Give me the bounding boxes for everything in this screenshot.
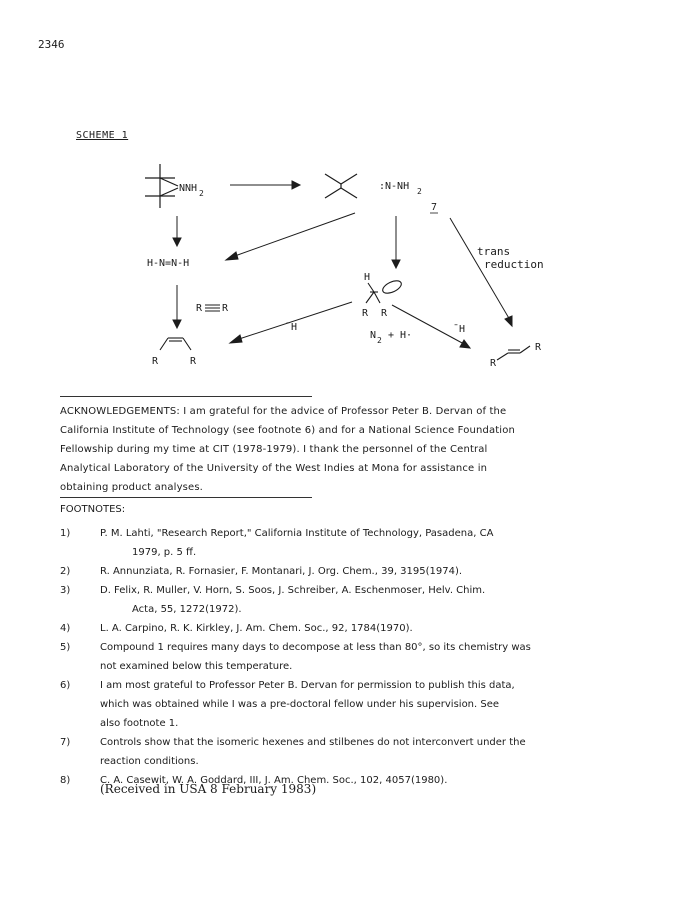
- footnotes-title: FOOTNOTES:: [60, 504, 126, 515]
- rule-1: [60, 396, 312, 397]
- alkene-fragment: [325, 174, 357, 198]
- cis-r-left: R: [152, 356, 159, 367]
- ack-line: obtaining product analyses.: [60, 482, 204, 493]
- footnote-text: which was obtained while I was a pre-doctoral fellow under his supervision. See: [100, 699, 500, 710]
- trans-alkene: [497, 346, 530, 360]
- vinyl-h-label: H: [364, 272, 371, 283]
- footnote-5: [60, 638, 630, 676]
- footnote-number: 3): [60, 585, 71, 596]
- aminonitrene-label: :N-NH: [379, 181, 410, 192]
- vinyl-r-left: R: [362, 308, 369, 319]
- alkyne-r-left: R: [196, 303, 203, 314]
- n2-subscript: 2: [377, 336, 382, 345]
- ack-line: ACKNOWLEDGEMENTS: I am grateful for the advice of Professor Peter B. Dervan of the: [60, 406, 507, 417]
- aminonitrene-subscript: 2: [417, 187, 422, 196]
- trans-label: trans: [477, 245, 511, 258]
- footnote-text: Compound 1 requires many days to decompose at less than 80°, so its chemistry was: [100, 642, 531, 653]
- footnote-7: [60, 733, 630, 771]
- footnote-4: [60, 619, 630, 638]
- footnote-text: 1979, p. 5 ff.: [132, 547, 197, 558]
- footnote-text: D. Felix, R. Muller, V. Horn, S. Soos, J. Schreiber, A. Eschenmoser, Helv. Chim.: [100, 585, 486, 596]
- footnote-number: 7): [60, 737, 71, 748]
- footnote-text: I am most grateful to Professor Peter B. Dervan for permission to publish this data,: [100, 680, 515, 691]
- received-date: (Received in USA 8 February 1983): [100, 782, 317, 796]
- acknowledgements: [60, 402, 620, 497]
- scheme-label: SCHEME 1: [76, 130, 129, 141]
- footnote-number: 1): [60, 528, 71, 539]
- reaction-scheme: [0, 0, 683, 400]
- footnotes-list: [60, 524, 630, 790]
- footnote-text: Acta, 55, 1272(1972).: [132, 604, 242, 615]
- cis-alkene: [160, 338, 191, 350]
- ack-line: Analytical Laboratory of the University of the West Indies at Mona for assistance in: [60, 463, 488, 474]
- ack-line: California Institute of Technology (see footnote 6) and for a National Science Foundation: [60, 425, 515, 436]
- footnote-2: [60, 562, 630, 581]
- arrow-down-alkyne: [173, 285, 181, 328]
- plus-h-label: + H·: [388, 330, 413, 341]
- footnote-number: 4): [60, 623, 71, 634]
- reactant-structure: [145, 164, 178, 208]
- diimide-label: H-N=N-H: [147, 258, 190, 269]
- minus-h-left: ¯H: [285, 322, 298, 333]
- footnote-text: L. A. Carpino, R. K. Kirkley, J. Am. Chem. Soc., 92, 1784(1970).: [100, 623, 413, 634]
- trans-r-right: R: [535, 342, 542, 353]
- n2-label: N: [370, 330, 377, 341]
- rule-2: [60, 497, 312, 498]
- footnote-number: 6): [60, 680, 71, 691]
- arrow-trans-reduction: [450, 218, 512, 326]
- footnote-number: 8): [60, 775, 71, 786]
- compound-number-7: 7: [431, 202, 438, 213]
- arrow-to-diimide: [226, 213, 355, 260]
- nnh2-subscript: 2: [199, 189, 204, 198]
- nnh2-label: NNH: [179, 183, 198, 194]
- arrow-down-left: [173, 216, 181, 246]
- footnote-1: [60, 524, 630, 562]
- footnote-number: 2): [60, 566, 71, 577]
- arrow-right: [230, 181, 300, 189]
- footnote-text: P. M. Lahti, "Research Report," California Institute of Technology, Pasadena, CA: [100, 528, 494, 539]
- vinyl-radical: [366, 278, 403, 303]
- footnote-6: [60, 676, 630, 733]
- vinyl-r-right: R: [381, 308, 388, 319]
- alkyne-bond: [205, 305, 220, 311]
- footnote-text: C. A. Casewit, W. A. Goddard, III, J. Am. Chem. Soc., 102, 4057(1980).: [100, 775, 448, 786]
- cis-r-right: R: [190, 356, 197, 367]
- footnote-text: R. Annunziata, R. Fornasier, F. Montanari, J. Org. Chem., 39, 3195(1974).: [100, 566, 463, 577]
- footnote-number: 5): [60, 642, 71, 653]
- minus-h-right: ¯H: [453, 324, 466, 335]
- footnote-3: [60, 581, 630, 619]
- footnote-text: also footnote 1.: [100, 718, 179, 729]
- footnote-text: Controls show that the isomeric hexenes and stilbenes do not interconvert under the: [100, 737, 526, 748]
- page-number: 2346: [38, 38, 65, 51]
- alkyne-r-right: R: [222, 303, 229, 314]
- reduction-label: reduction: [484, 258, 544, 271]
- trans-r-left: R: [490, 358, 497, 369]
- footnote-text: reaction conditions.: [100, 756, 199, 767]
- ack-line: Fellowship during my time at CIT (1978-1979). I thank the personnel of the Central: [60, 444, 488, 455]
- footnote-text: not examined below this temperature.: [100, 661, 293, 672]
- arrow-down-middle: [392, 216, 400, 268]
